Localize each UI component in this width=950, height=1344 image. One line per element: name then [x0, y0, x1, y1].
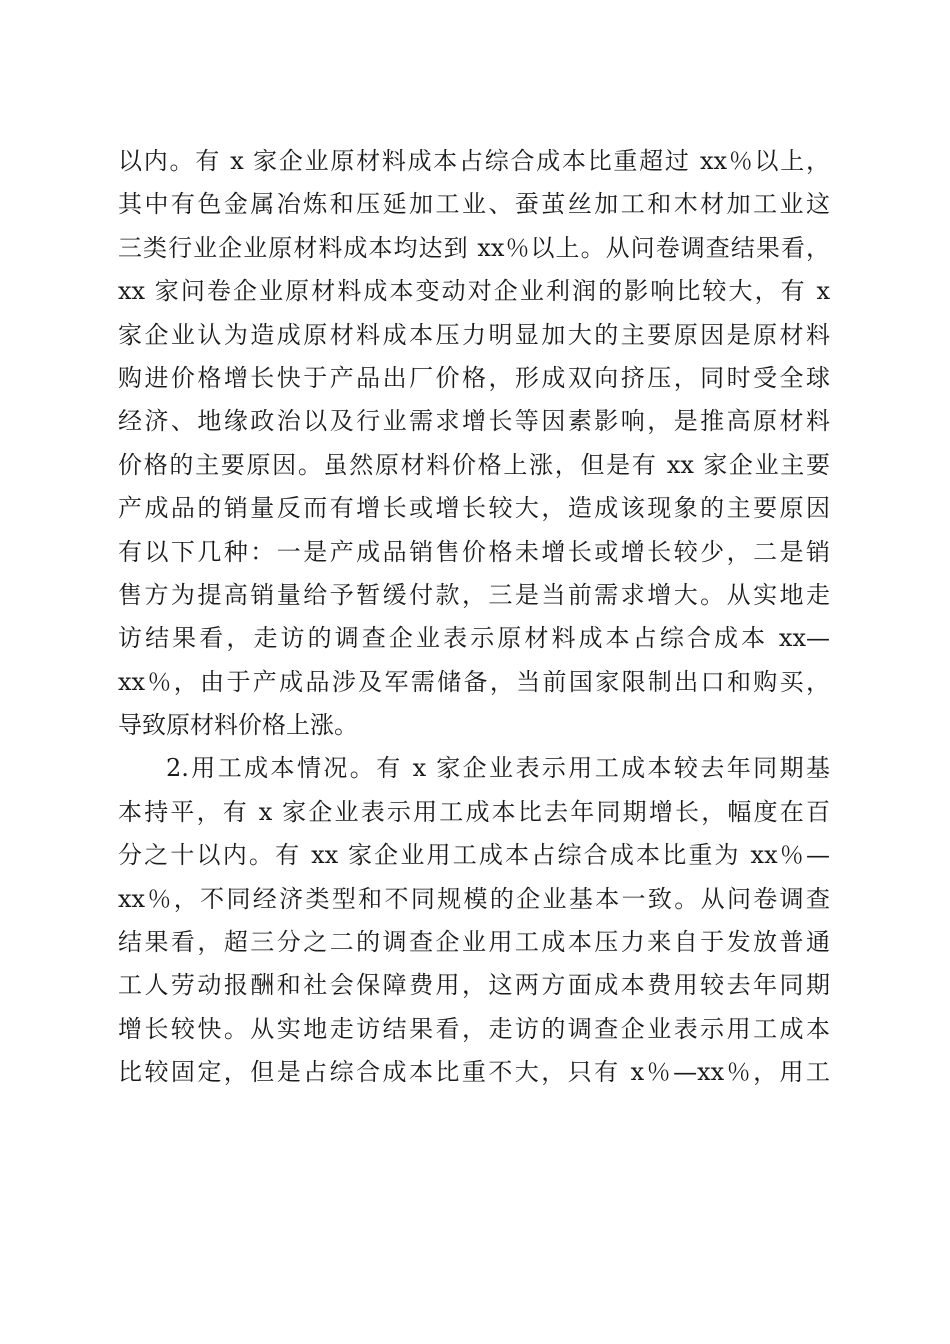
text-line: 其中有色金属冶炼和压延加工业、蚕茧丝加工和木材加工业这: [118, 190, 830, 219]
text-line: 分之十以内。有 xx 家企业用工成本占综合成本比重为 xx％—: [118, 841, 830, 870]
text-line: 售方为提高销量给予暂缓付款，三是当前需求增大。从实地走: [118, 580, 830, 609]
text-line: 比较固定，但是占综合成本比重不大，只有 x％—xx％，用工: [118, 1058, 830, 1087]
text-line: 本持平，有 x 家企业表示用工成本比去年同期增长，幅度在百: [118, 797, 830, 826]
document-body: [118, 140, 830, 1095]
text-line: xx 家问卷企业原材料成本变动对企业利润的影响比较大，有 x: [118, 277, 830, 306]
paragraph-raw-material-cost: [118, 140, 830, 747]
text-line: xx％，不同经济类型和不同规模的企业基本一致。从问卷调查: [118, 884, 830, 913]
text-line: 增长较快。从实地走访结果看，走访的调查企业表示用工成本: [118, 1014, 830, 1043]
text-line: xx％，由于产成品涉及军需储备，当前国家限制出口和购买，: [118, 667, 830, 696]
text-line: 以内。有 x 家企业原材料成本占综合成本比重超过 xx％以上，: [118, 147, 830, 175]
text-line: 购进价格增长快于产品出厂价格，形成双向挤压，同时受全球: [118, 363, 830, 392]
text-line: 导致原材料价格上涨。: [118, 711, 358, 740]
text-line: 经济、地缘政治以及行业需求增长等因素影响，是推高原材料: [118, 407, 830, 436]
text-line: 2.用工成本情况。有 x 家企业表示用工成本较去年同期基: [166, 754, 830, 783]
text-line: 工人劳动报酬和社会保障费用，这两方面成本费用较去年同期: [118, 971, 830, 1000]
text-line: 结果看，超三分之二的调查企业用工成本压力来自于发放普通: [118, 928, 830, 957]
text-line: 家企业认为造成原材料成本压力明显加大的主要原因是原材料: [118, 320, 830, 349]
paragraph-labor-cost: [118, 747, 830, 1094]
text-line: 产成品的销量反而有增长或增长较大，造成该现象的主要原因: [118, 494, 830, 523]
text-line: 访结果看，走访的调查企业表示原材料成本占综合成本 xx—: [118, 624, 830, 653]
text-line: 三类行业企业原材料成本均达到 xx％以上。从问卷调查结果看，: [118, 233, 830, 262]
text-line: 价格的主要原因。虽然原材料价格上涨，但是有 xx 家企业主要: [118, 450, 830, 479]
text-line: 有以下几种：一是产成品销售价格未增长或增长较少，二是销: [118, 537, 830, 566]
